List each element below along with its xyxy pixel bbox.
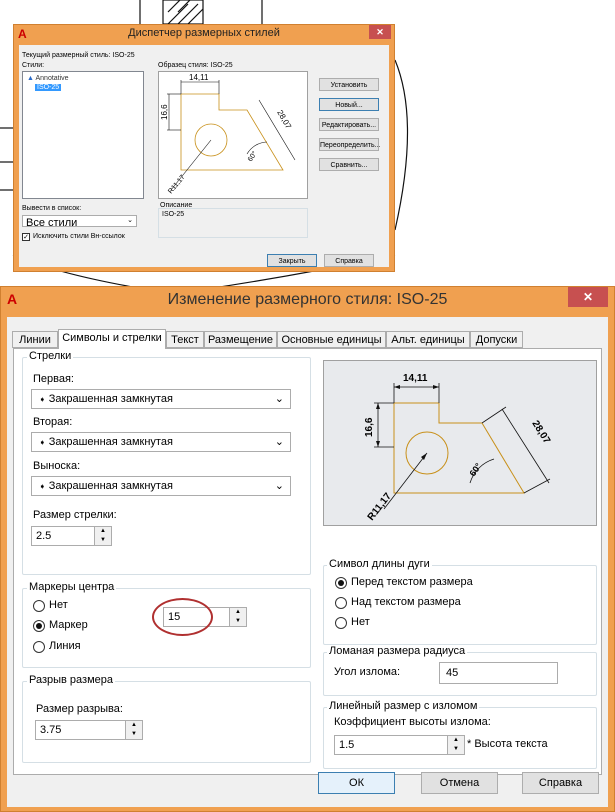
arc-length-group-label: Символ длины дуги — [329, 558, 430, 570]
center-mark-line-label: Линия — [49, 640, 81, 652]
tab-lines[interactable]: Линии — [12, 331, 58, 348]
radius-jog-group-label: Ломаная размера радиуса — [329, 645, 466, 657]
center-mark-mark-label: Маркер — [49, 619, 88, 631]
second-arrow-label: Вторая: — [33, 416, 73, 428]
first-arrow-label: Первая: — [33, 373, 74, 385]
radius-text: R11,17 — [167, 173, 187, 196]
dim-right-text: 28,07 — [275, 108, 294, 131]
tab-symbols-arrows[interactable]: Символы и стрелки — [58, 329, 166, 349]
modify-style-button[interactable]: Редактировать... — [319, 118, 379, 131]
arrowhead-icon: ➧ — [39, 395, 46, 404]
spin-arrows-icon[interactable]: ▲ ▼ — [447, 736, 464, 754]
second-arrow-select[interactable]: ➧ Закрашенная замкнутая ⌄ — [31, 432, 291, 452]
dim-left-text: 16,6 — [364, 417, 375, 437]
angle-text: 60° — [246, 150, 259, 164]
dialog-client-area — [7, 317, 608, 807]
leader-arrow-label: Выноска: — [33, 460, 81, 472]
description-value: ISO-25 — [162, 211, 185, 218]
annotative-icon: ▲ — [27, 75, 34, 82]
close-button[interactable]: Закрыть — [267, 254, 317, 267]
symbols-arrows-page — [13, 348, 602, 775]
chevron-down-icon: ⌄ — [127, 217, 133, 224]
exclude-xref-label: Исключить стили Вн-ссылок — [33, 233, 125, 240]
modify-dimension-style-dialog — [0, 286, 615, 812]
center-mark-none-radio[interactable] — [33, 600, 45, 612]
close-icon[interactable]: ✕ — [568, 287, 608, 307]
center-mark-mark-radio[interactable] — [33, 620, 45, 632]
arc-above-text-label: Над текстом размера — [351, 596, 461, 608]
list-filter-label: Вывести в список: — [22, 205, 82, 212]
arrow-size-label: Размер стрелки: — [33, 509, 117, 521]
dialog-title: Изменение размерного стиля: ISO-25 — [167, 291, 448, 308]
tab-alternate-units[interactable]: Альт. единицы — [386, 331, 470, 348]
list-item-selected[interactable]: ISO-25 — [37, 84, 60, 91]
jog-angle-label: Угол излома: — [334, 666, 401, 678]
help-button[interactable]: Справка — [324, 254, 374, 267]
close-icon[interactable]: ✕ — [369, 25, 391, 39]
new-style-button[interactable]: Новый... — [319, 98, 379, 111]
dialog-title: Диспетчер размерных стилей — [128, 27, 280, 39]
tab-text[interactable]: Текст — [166, 331, 204, 348]
styles-label: Стили: — [22, 62, 45, 69]
dim-left-text: 16,6 — [160, 104, 169, 120]
arc-preceding-text-radio[interactable] — [335, 577, 347, 589]
exclude-xref-checkbox[interactable]: ✓ — [23, 234, 29, 241]
highlight-circle — [152, 598, 213, 636]
override-style-button[interactable]: Переопределить... — [319, 138, 379, 151]
break-size-stepper[interactable]: 3.75 ▲ ▼ — [35, 720, 143, 740]
arrow-size-stepper[interactable]: 2.5 ▲ ▼ — [31, 526, 112, 546]
dimension-break-group-label: Разрыв размера — [29, 674, 114, 686]
description-label: Описание — [160, 202, 193, 209]
dim-top-text: 14,11 — [189, 73, 209, 82]
center-mark-line-radio[interactable] — [33, 641, 45, 653]
center-marks-group-label: Маркеры центра — [29, 581, 115, 593]
preview-graphic — [159, 72, 307, 198]
arc-none-label: Нет — [351, 616, 370, 628]
arrowhead-icon: ➧ — [39, 438, 46, 447]
style-preview — [158, 71, 308, 199]
arc-none-radio[interactable] — [335, 617, 347, 629]
dimension-style-manager-dialog — [13, 24, 395, 272]
arrowheads-group-label: Стрелки — [29, 350, 72, 362]
first-arrow-select[interactable]: ➧ Закрашенная замкнутая ⌄ — [31, 389, 291, 409]
cancel-button[interactable]: Отмена — [421, 772, 498, 794]
jog-height-factor-stepper[interactable]: 1.5 ▲ ▼ — [334, 735, 465, 755]
linear-jog-group-label: Линейный размер с изломом — [329, 700, 478, 712]
autocad-logo-icon: A — [18, 27, 27, 41]
arrowhead-icon: ➧ — [39, 482, 46, 491]
dim-right-text: 28,07 — [529, 418, 553, 446]
center-mark-none-label: Нет — [49, 599, 68, 611]
arc-preceding-text-label: Перед текстом размера — [351, 576, 473, 588]
set-current-button[interactable]: Установить — [319, 78, 379, 91]
list-item[interactable]: ▲ Annotative — [27, 75, 69, 82]
jog-height-factor-label: Коэффициент высоты излома: — [334, 716, 491, 728]
arc-above-text-radio[interactable] — [335, 597, 347, 609]
spin-arrows-icon[interactable]: ▲ ▼ — [125, 721, 142, 739]
compare-styles-button[interactable]: Сравнить... — [319, 158, 379, 171]
autocad-logo-icon: A — [7, 291, 18, 307]
leader-arrow-select[interactable]: ➧ Закрашенная замкнутая ⌄ — [31, 476, 291, 496]
help-button[interactable]: Справка — [522, 772, 599, 794]
chevron-down-icon: ⌄ — [274, 480, 284, 492]
jog-angle-input[interactable]: 45 — [439, 662, 558, 684]
center-mark-size-stepper[interactable]: 15 ▲ ▼ — [163, 607, 247, 627]
dialog-client-area — [19, 45, 389, 267]
spin-arrows-icon[interactable]: ▲ ▼ — [94, 527, 111, 545]
chevron-down-icon: ⌄ — [274, 393, 284, 405]
ok-button[interactable]: ОК — [318, 772, 395, 794]
chevron-down-icon: ⌄ — [274, 436, 284, 448]
radius-text: R11,17 — [365, 491, 394, 523]
styles-list[interactable] — [22, 71, 144, 199]
dimension-preview — [323, 360, 597, 526]
angle-text: 60° — [467, 461, 484, 479]
description-box — [158, 208, 308, 238]
sample-label: Образец стиля: ISO-25 — [158, 62, 233, 69]
break-size-label: Размер разрыва: — [36, 703, 123, 715]
tab-fit[interactable]: Размещение — [204, 331, 277, 348]
spin-arrows-icon[interactable]: ▲ ▼ — [229, 608, 246, 626]
list-filter-select[interactable]: Все стили ⌄ — [22, 215, 137, 227]
tab-primary-units[interactable]: Основные единицы — [277, 331, 386, 348]
current-style-label: Текущий размерный стиль: ISO-25 — [22, 52, 135, 59]
tab-tolerances[interactable]: Допуски — [470, 331, 523, 348]
preview-graphic — [324, 361, 596, 525]
text-height-suffix: * Высота текста — [467, 738, 548, 750]
dim-top-text: 14,11 — [403, 373, 428, 384]
